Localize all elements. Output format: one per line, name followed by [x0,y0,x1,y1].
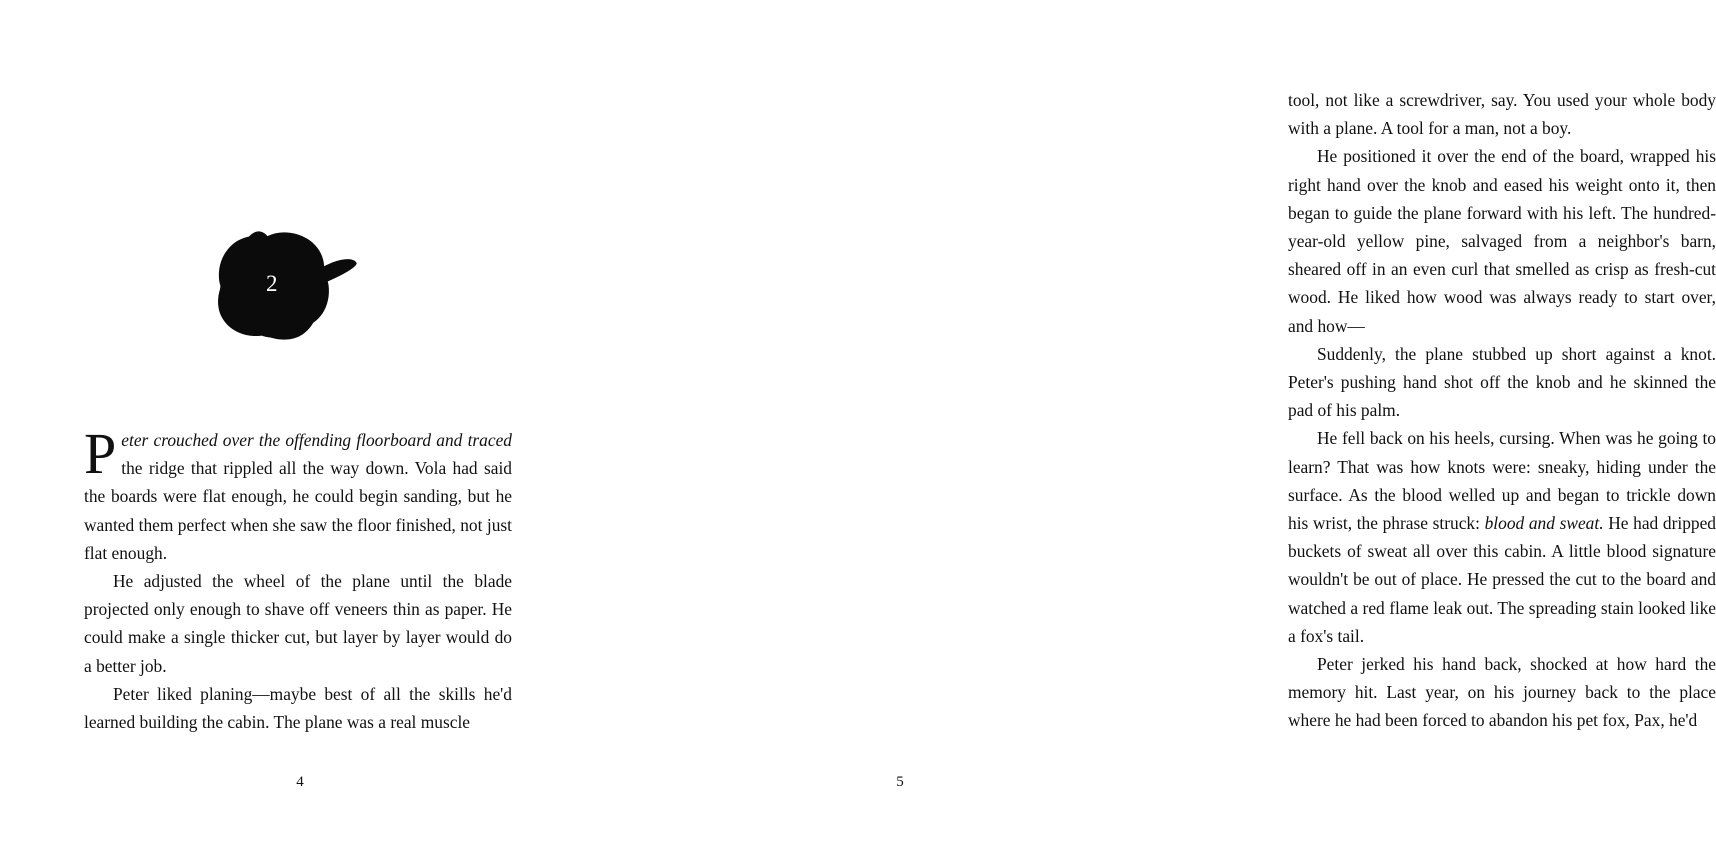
drop-cap: P [84,421,117,486]
left-paragraph-2: He adjusted the wheel of the plane until the blade projected only enough to shave off veneers thin as paper. He could make a single thicker cut, but layer by layer would do a better job. [84,571,512,676]
right-paragraph-1-run-1: tool, not like a screwdriver, say. You used your whole body with a plane. A tool for a man, not a boy. [1288,90,1716,139]
left-paragraph-3: Peter liked planing—maybe best of all the skills he'd learned building the cabin. The plane was a real muscle [84,683,512,733]
right-paragraph-4 [1288,424,1716,650]
chapter-number: 2 [266,271,278,296]
right-paragraph-3-run-1: Suddenly, the plane stubbed up short against a knot. Peter's pushing hand shot off the knob and he skinned the pad of his palm. [1288,343,1716,421]
left-text-column [84,86,512,736]
right-paragraph-2 [1288,142,1716,339]
right-text-column [1288,86,1716,735]
folio-left: 4 [296,774,304,790]
right-paragraph-5 [1288,650,1716,735]
opening-italic-line: eter crouched over the offending floorboard and traced [121,430,512,450]
folio-right: 5 [896,774,904,790]
right-paragraph-2-run-1: He positioned it over the end of the board, wrapped his right hand over the knob and eased his weight onto it, then began to guide the plane forward with his left. The hundred-year-old yellow pine, salvaged from a neighbor's barn, sheared off in an even curl that smelled as crisp as fresh-cut wood. He liked how wood was always ready to start over, and how— [1288,146,1716,336]
left-paragraph-1-body: the ridge that rippled all the way down. Vola had said the boards were flat enough, he could begin sanding, but he wanted them perfect when she saw the floor finished, not just flat enough. [84,458,512,563]
left-paragraph-1 [84,421,512,567]
right-paragraph-3 [1288,340,1716,425]
right-paragraph-5-run-1: Peter jerked his hand back, shocked at how hard the memory hit. Last year, on his journey back to the place where he had been forced to abandon his pet fox, Pax, he'd [1288,654,1716,731]
right-page [600,0,1716,845]
right-paragraph-1 [1288,86,1716,142]
right-paragraph-4-run-1: He fell back on his heels, cursing. When was he going to learn? That was how knots were: sneaky, hiding under the surface. As the blood welled up and began to trickle down his wrist, the phrase struck: [1288,428,1716,534]
left-page [0,0,600,845]
right-paragraph-4-run-3: He had dripped buckets of sweat all over this cabin. A little blood signature wouldn't be out of place. He pressed the cut to the board and watched a red flame leak out. The spreading stain looked like a fox's tail. [1288,513,1716,646]
chapter-opener [84,86,512,426]
right-paragraph-4-run-2-italic: blood and sweat. [1484,513,1604,534]
